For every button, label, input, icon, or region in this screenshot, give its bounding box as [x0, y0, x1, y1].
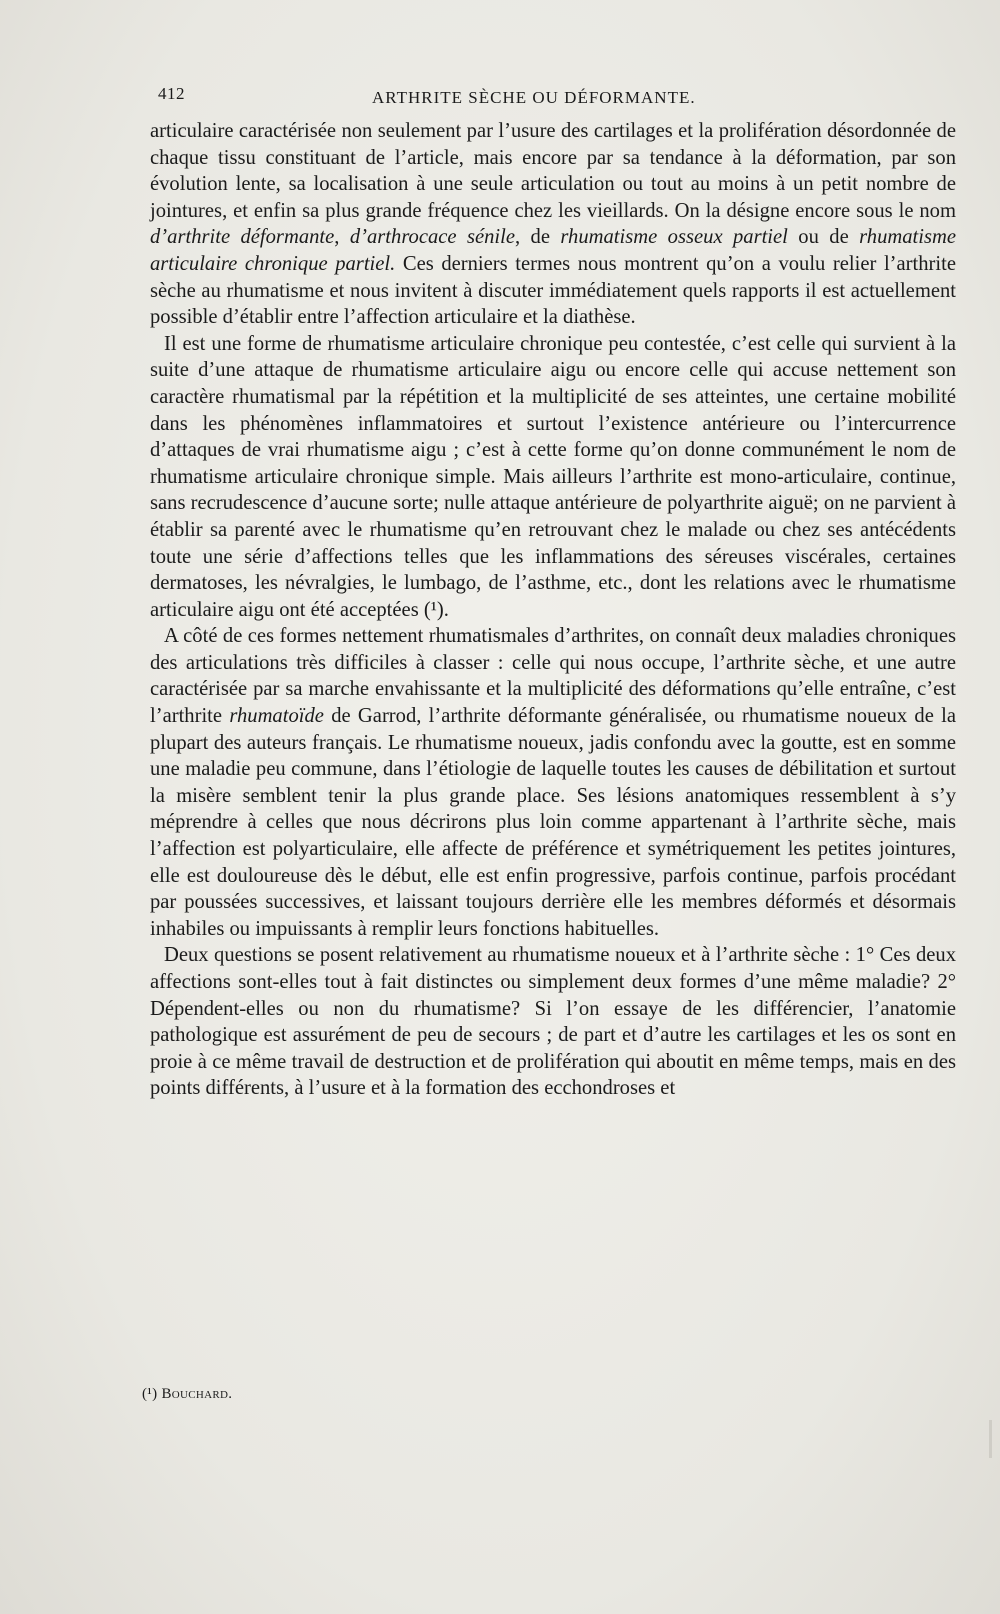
running-title: ARTHRITE SÈCHE OU DÉFORMANTE.	[372, 88, 696, 107]
p1-text-e: Ces derniers termes nous montrent qu’on a voulu relier l’arthrite sèche au rhumatisme et nous invitent à discuter immédiatement quels rapports il est actuellement possible d’établir entre l’affection articulaire et la diathèse.	[150, 252, 956, 329]
p1-text-d: ou de	[787, 226, 860, 249]
p1-italic-3: rhumatisme osseux partiel	[560, 226, 788, 249]
p1-text-b: ,	[334, 226, 350, 249]
p1-text-a: articulaire caractérisée non seulement par l’usure des cartilages et la prolifération désordonnée de chaque tissu constituant de l’article, mais encore par sa tendance à la déformation, par son évolution lente, sa localisation à une seule articulation ou tout au moins à un petit nombre de jointures, et enfin sa plus grande fréquence chez les vieillards. On la désigne encore sous le nom	[150, 120, 956, 222]
paragraph-2	[150, 331, 956, 624]
p3-text-b: de Garrod, l’arthrite déformante généralisée, ou rhumatisme noueux de la plupart des auteurs français. Le rhumatisme noueux, jadis confondu avec la goutte, est en somme une maladie peu commune, dans l’étiologie de laquelle toutes les causes de débilitation et surtout la misère semblent tenir la plus grande place. Ses lésions anatomiques ressemblent à s’y méprendre à celles que nous décrirons plus loin comme appartenant à l’arthrite sèche, mais l’affection est polyarticulaire, elle affecte de préférence et symétriquement les petites jointures, elle est douloureuse dès le début, elle est enfin progressive, parfois continue, parfois procédant par poussées successives, et laissant toujours derrière elle les membres déformés et désormais inhabiles ou impuissants à remplir leurs fonctions habituelles.	[150, 705, 956, 940]
paragraph-1	[150, 118, 956, 331]
page-header	[158, 84, 738, 108]
margin-mark	[989, 1420, 992, 1458]
body-text	[150, 118, 956, 1102]
p1-italic-4: rhumatisme articulaire chronique partiel.	[150, 226, 957, 275]
p1-italic-2: d’arthrocace sénile	[349, 226, 516, 249]
paragraph-3	[150, 623, 956, 942]
footnote	[142, 1386, 232, 1403]
paragraph-4	[150, 942, 956, 1102]
footnote-author: Bouchard.	[161, 1386, 233, 1402]
p3-italic-1: rhumatoïde	[229, 705, 324, 728]
footnote-mark: (¹)	[142, 1386, 158, 1402]
p2-text-b: .	[443, 598, 449, 621]
p3-text-a: A côté de ces formes nettement rhumatismales d’arthrites, on connaît deux maladies chroniques des articulations très difficiles à classer : celle qui nous occupe, l’arthrite sèche, et une autre caractérisée par sa marche envahissante et la multiplicité des déformations qu’elle entraîne, c’est l’arthrite	[150, 625, 956, 728]
footnote-reference[interactable]: (¹)	[423, 598, 444, 621]
p1-text-c: , de	[515, 226, 561, 249]
p4-text-a: Deux questions se posent relativement au rhumatisme noueux et à l’arthrite sèche : 1° Ces deux affections sont-elles tout à fait distinctes ou simplement deux formes d’une même maladie? 2° Dépendent-elles ou non du rhumatisme? Si l’on essaye de les différencier, l’anatomie pathologique est assurément de peu de secours ; de part et d’autre les cartilages et les os sont en proie à ce même travail de destruction et de prolifération qui aboutit en même temps, mais en des points différents, à l’usure et à la formation des ecchondroses et	[150, 944, 956, 1100]
p1-italic-1: d’arthrite déformante	[150, 226, 335, 249]
page-number: 412	[158, 84, 185, 103]
p2-text-a: Il est une forme de rhumatisme articulaire chronique peu contestée, c’est celle qui survient à la suite d’une attaque de rhumatisme articulaire aigu ou encore celle qui accuse nettement son caractère rhumatismal par la répétition et la multiplicité de ses atteintes, une certaine mobilité dans les phénomènes inflammatoires et surtout l’existence antérieure ou l’intercurrence d’attaques de vrai rhumatisme aigu ; c’est à cette forme qu’on donne communément le nom de rhumatisme articulaire chronique simple. Mais ailleurs l’arthrite est mono-articulaire, continue, sans recrudescence d’aucune sorte; nulle attaque antérieure de polyarthrite aiguë; on ne parvient à établir sa parenté avec le rhumatisme qu’en retrouvant chez le malade ou chez ses antécédents toute une série d’affections telles que les inflammations des séreuses viscérales, certaines dermatoses, les névralgies, le lumbago, de l’asthme, etc., dont les relations avec le rhumatisme articulaire aigu ont été acceptées	[150, 332, 956, 621]
